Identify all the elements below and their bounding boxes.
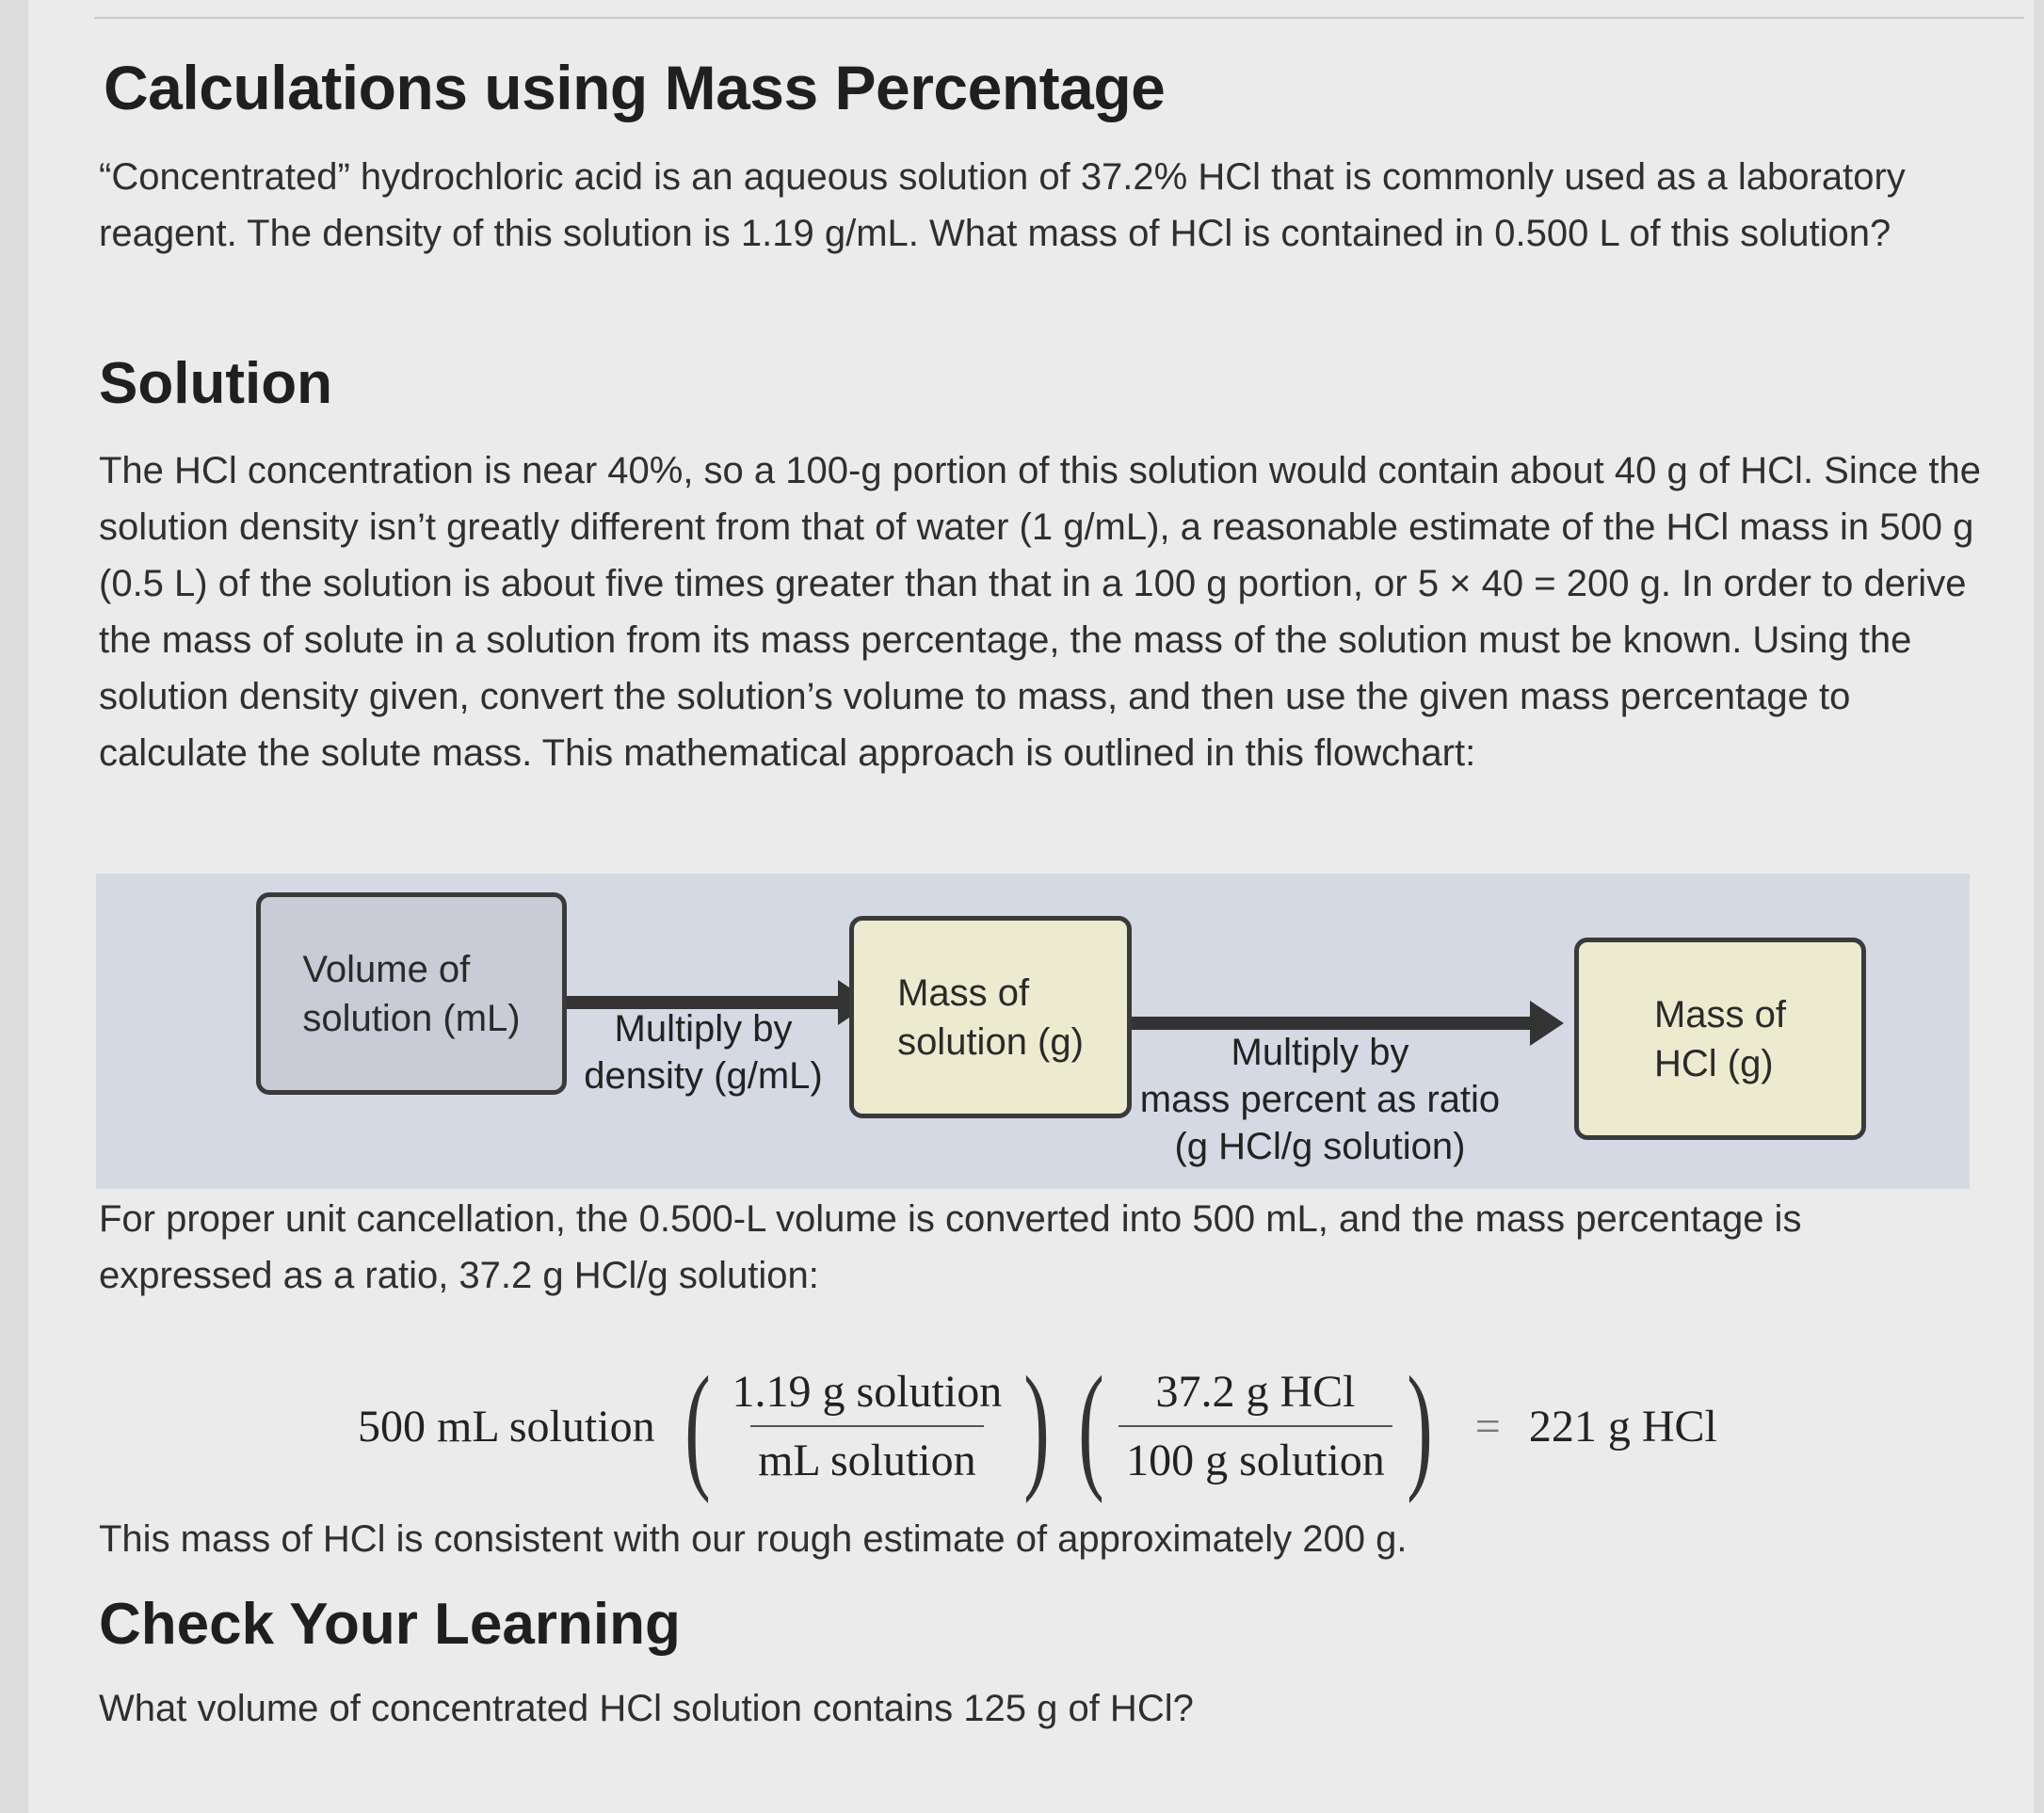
calculation-equation (358, 1346, 1717, 1506)
check-learning-question: What volume of concentrated HCl solution contains 125 g of HCl? (99, 1688, 1194, 1729)
check-learning-heading: Check Your Learning (99, 1592, 681, 1657)
flow-box-mass-hcl: Mass of HCl (g) (1574, 938, 1866, 1140)
solution-heading: Solution (99, 351, 332, 416)
page-title: Calculations using Mass Percentage (104, 53, 1166, 122)
document-page (28, 0, 2034, 1813)
mass-percent-fraction: $\frac{\text{37.2 g HCl}}{\text{100 g solution}}$ (1119, 1366, 1392, 1486)
equation-start: 500 mL solution (358, 1401, 655, 1452)
equals-sign: = (1474, 1401, 1501, 1452)
paren-open-1: ( (684, 1348, 711, 1504)
top-divider (94, 17, 2024, 19)
equation-result: 221 g HCl (1528, 1401, 1717, 1452)
density-fraction: $\frac{\text{1.19 g solution}}{\text{mL solution}}$ (732, 1367, 1003, 1485)
paren-open-2: ( (1078, 1348, 1104, 1504)
consistency-text: This mass of HCl is consistent with our rough estimate of approximately 200 g. (99, 1518, 1408, 1560)
flow-arrow-mass-percent (1132, 1017, 1532, 1030)
flowchart (96, 874, 1970, 1189)
flow-label-mass-percent: Multiply by mass percent as ratio (g HCl/g solution) (1139, 1032, 1501, 1167)
paren-close-2: ) (1407, 1348, 1433, 1504)
unit-cancellation-text: For proper unit cancellation, the 0.500-L volume is converted into 500 mL, and the mass percentage is expressed as a ratio, 37.2 g HCl/g solution: (99, 1198, 1802, 1296)
paren-close-1: ) (1023, 1348, 1050, 1504)
solution-text: The HCl concentration is near 40%, so a 100-g portion of this solution would contain about 40 g of HCl. Since the solution density isn’t greatly different from that of water (1 g/mL), a reasonable estimate of the HCl mass in 500 g (0.5 L) of the solution is about five times greater than that in a 100 g portion, or 5 × 40 = 200 g. In order to derive the mass of solute in a solution from its mass percentage, the mass of the solution must be known. Using the solution density given, convert the solution’s volume to mass, and then use the given mass percentage to calculate the solute mass. This mathematical approach is outlined in this flowchart: (99, 450, 1981, 774)
flow-box-mass-solution: Mass of solution (g) (849, 916, 1132, 1118)
problem-text: “Concentrated” hydrochloric acid is an aqueous solution of 37.2% HCl that is commonly used as a laboratory reagent. The density of this solution is 1.19 g/mL. What mass of HCl is contained in 0.500 L of this solution? (99, 156, 1906, 254)
flow-label-density: Multiply by density (g/mL) (584, 1008, 823, 1097)
flow-box-volume: Volume of solution (mL) (256, 892, 567, 1095)
